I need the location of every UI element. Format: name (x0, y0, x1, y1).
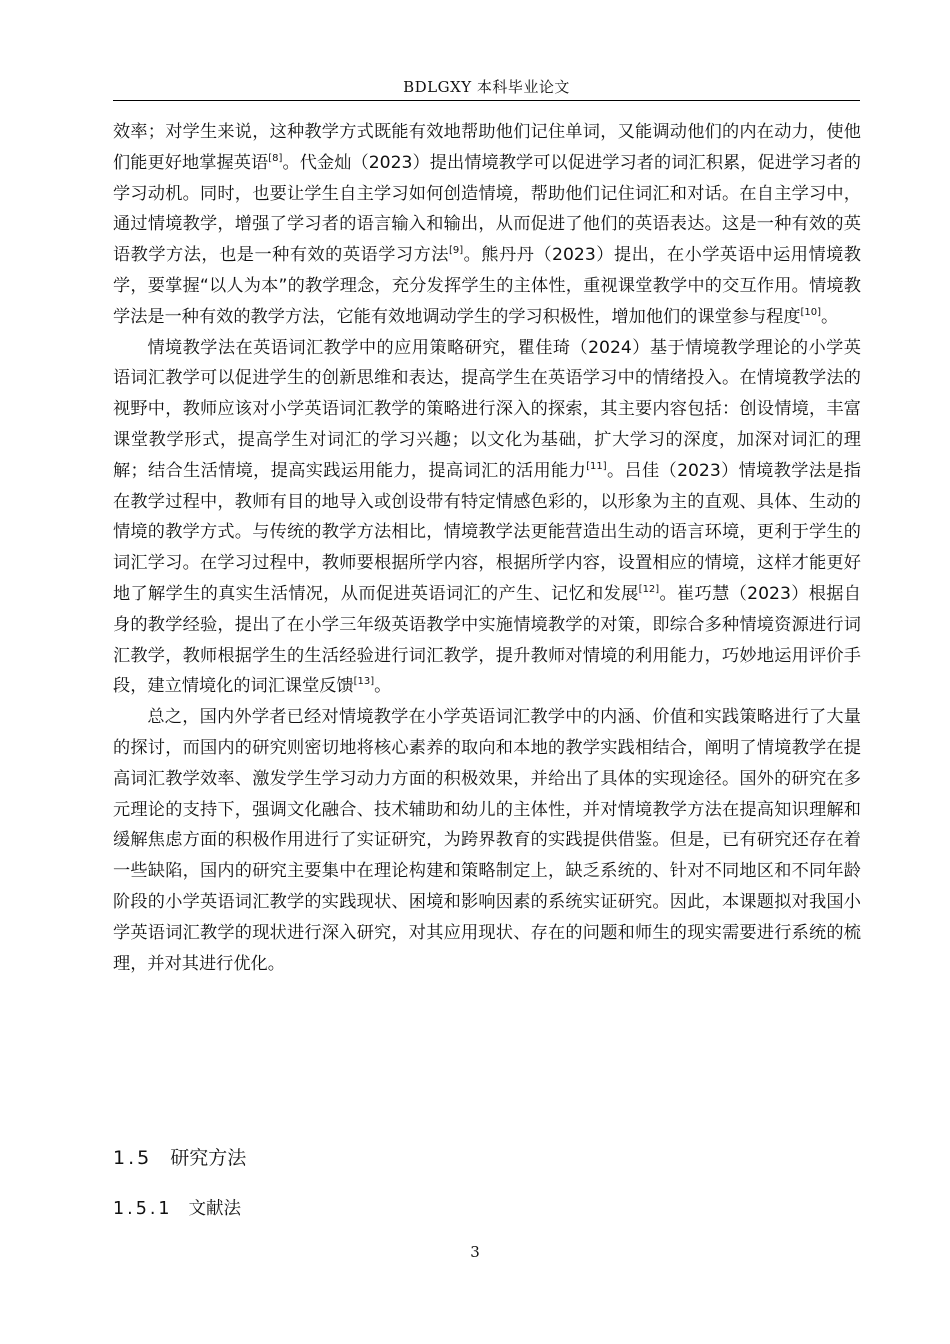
paragraph-text: 。熊丹丹（2023）提出，在小学英语中运用情境教学，要掌握“以人为本”的教学理念，充分发挥学生的主体性，重视课堂教学中的交互作用。情境教学法是一种有效的教学方法，它能有效地调动学生的学习积极性，增加他们的课堂参与程度 (113, 245, 861, 327)
paragraph-text: 情境教学法在英语词汇教学中的应用策略研究，瞿佳琦（2024）基于情境教学理论的小学英语词汇教学可以促进学生的创新思维和表达，提高学生在英语学习中的情绪投入。在情境教学法的视野中，教师应该对小学英语词汇教学的策略进行深入的探索，其主要内容包括：创设情境，丰富课堂教学形式，提高学生对词汇的学习兴趣；以文化为基础，扩大学习的深度，加深对词汇的理解；结合生活情境，提高实践运用能力，提高词汇的活用能力 (113, 337, 861, 481)
citation-marker: [11] (586, 460, 607, 472)
citation-marker: [13] (353, 676, 375, 688)
paragraph (113, 117, 861, 333)
paragraph-text: 总之，国内外学者已经对情境教学在小学英语词汇教学中的内涵、价值和实践策略进行了大量的探讨，而国内的研究则密切地将核心素养的取向和本地的教学实践相结合，阐明了情境教学在提高词汇教学效率、激发学生学习动力方面的积极效果，并给出了具体的实现途径。国外的研究在多元理论的支持下，强调文化融合、技术辅助和幼儿的主体性，并对情境教学方法在提高知识理解和缓解焦虑方面的积极作用进行了实证研究，为跨界教育的实践提供借鉴。但是，已有研究还存在着一些缺陷，国内的研究主要集中在理论构建和策略制定上，缺乏系统的、针对不同地区和不同年龄阶段的小学英语词汇教学的实践现状、困境和影响因素的系统实证研究。因此，本课题拟对我国小学英语词汇教学的现状进行深入研究，对其应用现状、存在的问题和师生的现实需要进行系统的梳理，并对其进行优化。 (113, 707, 861, 974)
page-number: 3 (470, 1243, 480, 1261)
paragraph-text: 。 (821, 306, 839, 327)
paragraph-text: 。代金灿（2023）提出情境教学可以促进学习者的词汇积累，促进学习者的学习动机。同时，也要让学生自主学习如何创造情境，帮助他们记住词汇和对话。在自主学习中，通过情境教学，增强了学习者的语言输入和输出，从而促进了他们的英语表达。这是一种有效的英语教学方法，也是一种有效的英语学习方法 (113, 152, 861, 266)
section-heading (113, 1143, 246, 1170)
citation-marker: [12] (638, 583, 660, 595)
citation-marker: [9] (448, 245, 464, 257)
header-rule (113, 100, 860, 101)
subsection-title: 文献法 (188, 1199, 242, 1219)
paragraph (113, 333, 861, 703)
running-header: BDLGXY 本科毕业论文 (403, 78, 570, 96)
subsection-number: 1.5.1 (113, 1199, 173, 1219)
paragraph-text: 。 (374, 676, 392, 697)
paragraph (113, 702, 861, 979)
section-title: 研究方法 (170, 1147, 247, 1169)
subsection-heading (113, 1195, 241, 1220)
paragraph-text: 。崔巧慧（2023）根据自身的教学经验，提出了在小学三年级英语教学中实施情境教学的对策，即综合多种情境资源进行词汇教学，教师根据学生的生活经验进行词汇教学，提升教师对情境的利用能力，巧妙地运用评价手段，建立情境化的词汇课堂反馈 (113, 583, 861, 697)
citation-marker: [10] (800, 306, 822, 318)
section-number: 1.5 (113, 1147, 153, 1169)
body-text (113, 117, 861, 979)
citation-marker: [8] (268, 152, 283, 164)
paragraph-text: 效率；对学生来说，这种教学方式既能有效地帮助他们记住单词，又能调动他们的内在动力，使他们能更好地掌握英语 (113, 122, 861, 173)
paragraph-text: 。吕佳（2023）情境教学法是指在教学过程中，教师有目的地导入或创设带有特定情感色彩的，以形象为主的直观、具体、生动的情境的教学方式。与传统的教学方法相比，情境教学法更能营造出生动的语言环境，更利于学生的词汇学习。在学习过程中，教师要根据所学内容，根据所学内容，设置相应的情境，这样才能更好地了解学生的真实生活情况，从而促进英语词汇的产生、记忆和发展 (113, 460, 861, 604)
